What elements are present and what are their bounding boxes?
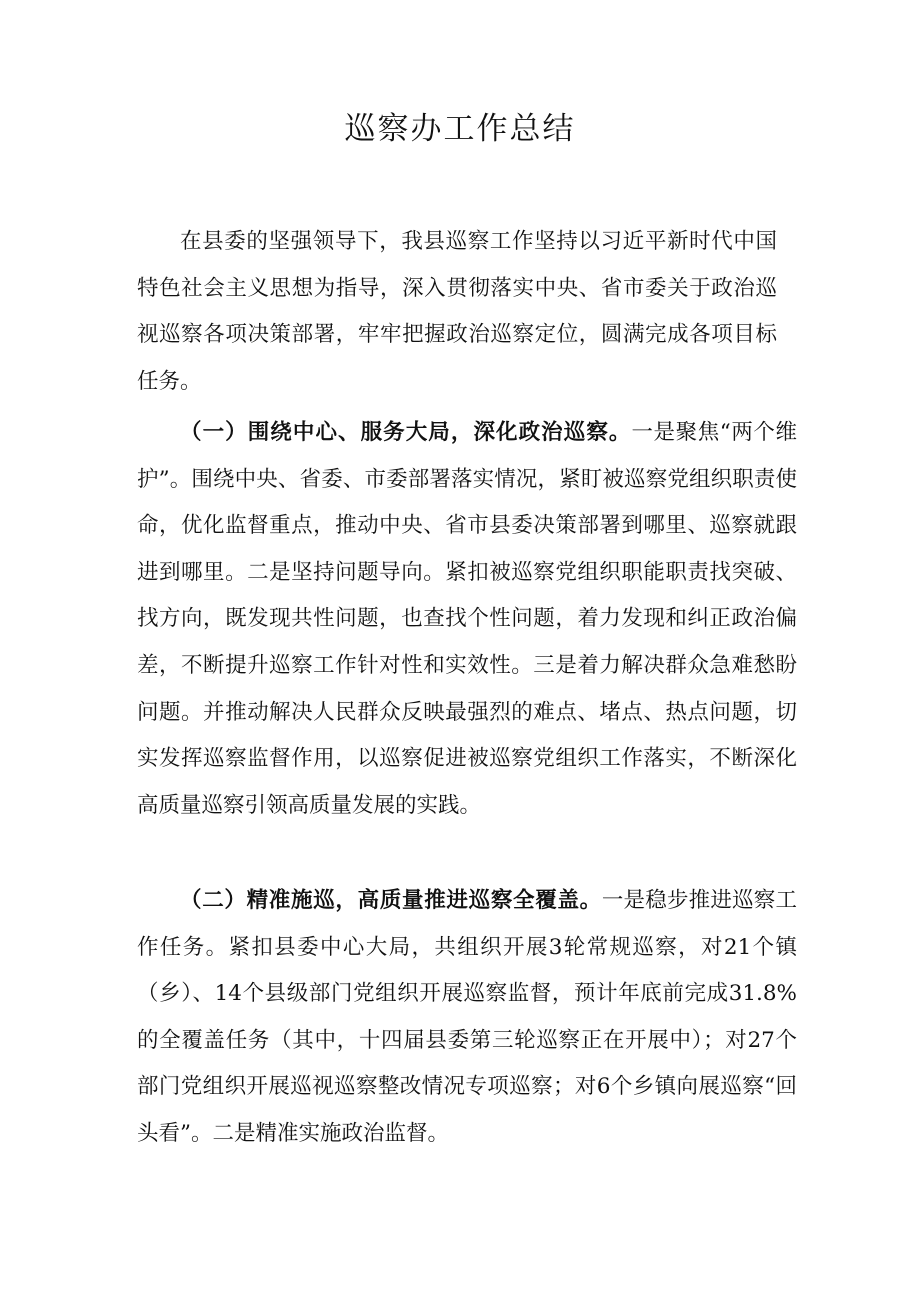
intro-paragraph: 在县委的坚强领导下，我县巡察工作坚持以习近平新时代中国特色社会主义思想为指导，深入贯彻落实中央、省市委关于政治巡视巡察各项决策部署，牢牢把握政治巡察定位，圆满完成各项目标任务。 xyxy=(137,229,777,394)
section-text: 一是稳步推进巡察工作任务。紧扣县委中心大局，共组织开展3轮常规巡察，对21个镇（乡）、14个县级部门党组织开展巡察监督，预计年底前完成31.8%的全覆盖任务（其中，十四届县委第三轮巡察正在开展中）；对27个部门党组织开展巡视巡察整改情况专项巡察；对6个乡镇向展巡察“回头看”。二是精准实施政治监督。 xyxy=(137,888,797,1146)
document-title: 巡察办工作总结 xyxy=(344,111,576,147)
section-paragraph xyxy=(137,410,797,829)
section-heading: （一）围绕中心、服务大局，深化政治巡察。 xyxy=(180,420,632,445)
section-text: 一是聚焦“两个维护”。围绕中央、省委、市委部署落实情况，紧盯被巡察党组织职责使命，优化监督重点，推动中央、省市县委决策部署到哪里、巡察就跟进到哪里。二是坚持问题导向。紧扣被巡察党组织职能职责找突破、找方向，既发现共性问题，也查找个性问题，着力发现和纠正政治偏差，不断提升巡察工作针对性和实效性。三是着力解决群众急难愁盼问题。并推动解决人民群众反映最强烈的难点、堵点、热点问题，切实发挥巡察监督作用，以巡察促进被巡察党组织工作落实，不断深化高质量巡察引领高质量发展的实践。 xyxy=(137,420,797,818)
section-paragraph xyxy=(137,878,797,1158)
section-heading: （二）精准施巡，高质量推进巡察全覆盖。 xyxy=(180,888,602,913)
